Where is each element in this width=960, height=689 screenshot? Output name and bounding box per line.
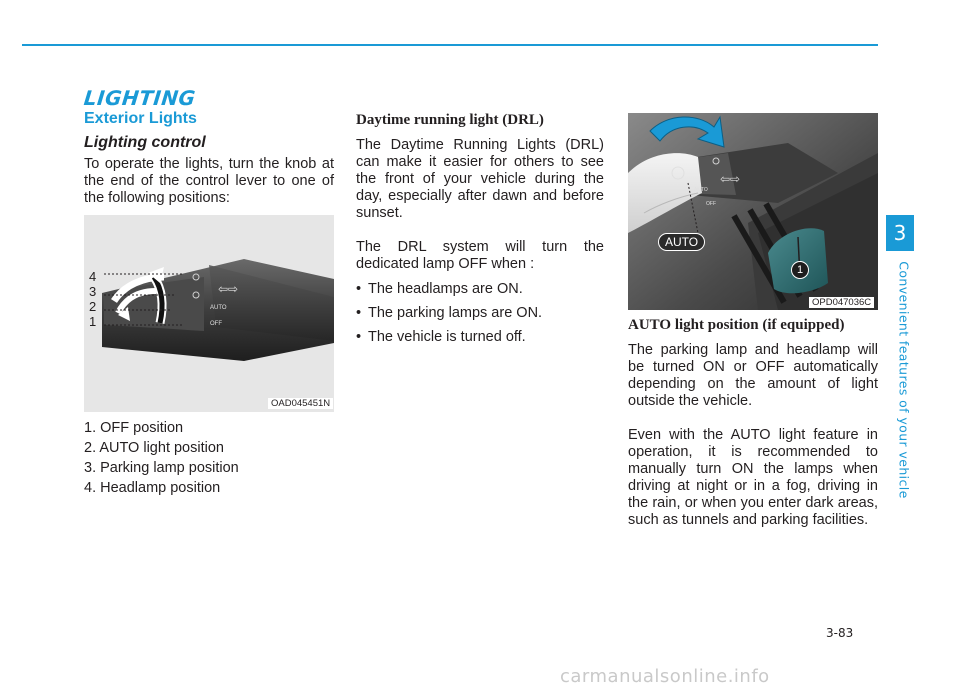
lighting-control-subheading: Lighting control	[84, 134, 206, 151]
page-number: 3-83	[826, 626, 854, 640]
lever-label-auto: AUTO	[694, 187, 708, 193]
list-item: 4. Headlamp position	[84, 480, 221, 496]
chapter-tab	[886, 215, 914, 251]
drl-paragraph-1: The Daytime Running Lights (DRL) can make it easier for others to see the front of your vehicle during the day, especially after dawn and before sunset.	[356, 137, 604, 221]
lever-label-off: OFF	[706, 201, 716, 207]
label-2: 2	[89, 299, 97, 314]
drl-paragraph-2: The DRL system will turn the dedicated lamp OFF when :	[356, 239, 604, 272]
list-item: 3. Parking lamp position	[84, 460, 239, 476]
lighting-control-intro: To operate the lights, turn the knob at the end of the control lever to one of the following positions:	[84, 156, 334, 206]
lever-label-off: OFF	[210, 321, 222, 327]
drl-heading: Daytime running light (DRL)	[356, 112, 544, 128]
list-item: 2. AUTO light position	[84, 440, 224, 456]
auto-light-heading: AUTO light position (if equipped)	[628, 317, 845, 333]
svg-text:⇦⇨: ⇦⇨	[720, 172, 741, 186]
label-4: 4	[89, 269, 97, 284]
figure-code: OPD047036C	[809, 297, 874, 308]
list-item: 1. OFF position	[84, 420, 184, 436]
auto-light-paragraph-2: Even with the AUTO light feature in operation, it is recommended to manually turn ON the lamps when driving at night or in a fog, driving in the rain, or when you enter dark areas, such as tunnels and parking facilities.	[628, 427, 878, 528]
section-title: LIGHTING	[82, 86, 197, 110]
positions-list	[84, 420, 334, 500]
exterior-lights-heading: Exterior Lights	[84, 110, 197, 127]
position-number-labels	[89, 269, 96, 329]
list-item: • The vehicle is turned off.	[356, 329, 604, 346]
header-rule	[22, 44, 878, 46]
auto-light-paragraph-1: The parking lamp and headlamp will be turned ON or OFF automatically depending on the amount of light outside the vehicle.	[628, 342, 878, 409]
callout-number: 1	[791, 261, 809, 279]
lever-label-auto: AUTO	[210, 305, 227, 311]
lighting-lever-figure	[84, 215, 334, 412]
auto-light-section	[628, 317, 878, 529]
list-item: • The parking lamps are ON.	[356, 305, 604, 322]
auto-callout: AUTO	[658, 233, 705, 251]
label-1: 1	[89, 314, 97, 329]
chapter-title-vertical	[889, 260, 919, 500]
auto-light-figure	[628, 113, 878, 310]
svg-text:⇦⇨: ⇦⇨	[218, 282, 239, 296]
drl-section	[356, 112, 604, 353]
watermark: carmanualsonline.info	[560, 666, 770, 687]
chapter-title: Convenient features of your vehicle	[896, 261, 912, 499]
figure-code: OAD045451N	[268, 398, 333, 409]
label-3: 3	[89, 284, 97, 299]
list-item: • The headlamps are ON.	[356, 281, 604, 298]
drl-bullets	[356, 281, 604, 346]
lighting-lever-illustration	[84, 215, 334, 412]
chapter-number: 3	[893, 221, 907, 245]
auto-light-illustration	[628, 113, 878, 310]
